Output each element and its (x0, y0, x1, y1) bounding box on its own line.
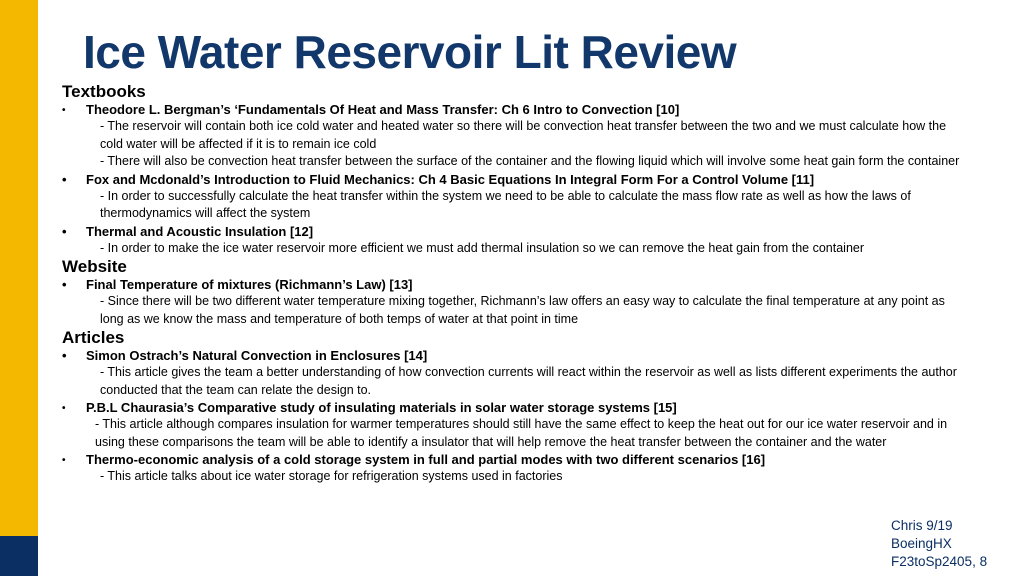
reference-title: Theodore L. Bergman’s ‘Fundamentals Of Heat and Mass Transfer: Ch 6 Intro to Convection [10] (86, 102, 680, 117)
reference-title: Final Temperature of mixtures (Richmann’s Law) [13] (86, 277, 413, 292)
reference-item (62, 347, 962, 364)
bullet-icon: • (62, 171, 67, 187)
sidebar-accent-bar (0, 0, 38, 536)
bullet-icon: • (62, 223, 67, 239)
reference-title: P.B.L Chaurasia’s Comparative study of insulating materials in solar water storage systems [15] (86, 400, 677, 415)
reference-note: - This article although compares insulation for warmer temperatures should still have the same effect to keep the heat out for our ice water reservoir and in using these comparisons the team will be able to identify a insulator that will help remove the heat transfer between the container and the water (95, 417, 948, 449)
reference-note: - In order to make the ice water reservoir more efficient we must add thermal insulation so we can remove the heat gain from the container (100, 240, 865, 255)
bullet-icon: • (62, 105, 66, 116)
reference-note: - The reservoir will contain both ice cold water and heated water so there will be convection heat transfer between the two and we must calculate how the cold water will be affected if it is to remain ice cold (100, 119, 947, 151)
slide-footer (891, 517, 987, 571)
reference-notes (100, 118, 962, 171)
reference-item (62, 276, 962, 293)
reference-item (62, 399, 962, 416)
reference-notes (95, 416, 962, 451)
reference-notes (100, 364, 962, 399)
footer-slide-id: F23toSp2405, 8 (891, 554, 988, 569)
reference-title: Thermal and Acoustic Insulation [12] (86, 223, 314, 239)
bullet-icon: • (62, 348, 67, 363)
footer-team: BoeingHX (891, 536, 952, 551)
bullet-icon: • (62, 403, 66, 414)
section-heading-textbooks: Textbooks (62, 82, 146, 101)
reference-notes (100, 240, 962, 258)
reference-note: - This article talks about ice water storage for refrigeration systems used in factories (100, 469, 563, 483)
section-heading-articles: Articles (62, 328, 125, 347)
reference-item (62, 451, 962, 468)
reference-title: Thermo-economic analysis of a cold storage system in full and partial modes with two different scenarios [16] (86, 452, 766, 467)
slide-content (62, 82, 962, 486)
footer-author-date: Chris 9/19 (891, 518, 953, 533)
slide-title: Ice Water Reservoir Lit Review (83, 26, 737, 78)
reference-note: - This article gives the team a better understanding of how convection currents will react within the reservoir as well as lists different experiments the author conducted that the team can relate the design to. (100, 365, 957, 397)
reference-notes (100, 188, 962, 223)
bullet-icon: • (62, 455, 66, 466)
bullet-icon: • (62, 277, 67, 292)
reference-item (62, 171, 962, 188)
reference-title: Simon Ostrach’s Natural Convection in Enclosures [14] (86, 348, 428, 363)
reference-title: Fox and Mcdonald’s Introduction to Fluid Mechanics: Ch 4 Basic Equations In Integral Form For a Control Volume [11] (86, 171, 815, 187)
reference-notes (100, 468, 962, 486)
reference-note: - There will also be convection heat transfer between the surface of the container and the flowing liquid which will involve some heat gain form the container (100, 154, 960, 168)
section-heading-website: Website (62, 257, 127, 276)
reference-item (62, 101, 962, 118)
sidebar-footer-block (0, 536, 38, 576)
reference-note: - Since there will be two different water temperature mixing together, Richmann’s law offers an easy way to calculate the final temperature at any point as long as we know the mass and temperature of both temps of water at that point in time (100, 294, 945, 326)
reference-notes (100, 293, 962, 328)
reference-item (62, 223, 962, 240)
reference-note: - In order to successfully calculate the heat transfer within the system we need to be able to calculate the mass flow rate as well as how the laws of thermodynamics will affect the system (100, 188, 911, 220)
